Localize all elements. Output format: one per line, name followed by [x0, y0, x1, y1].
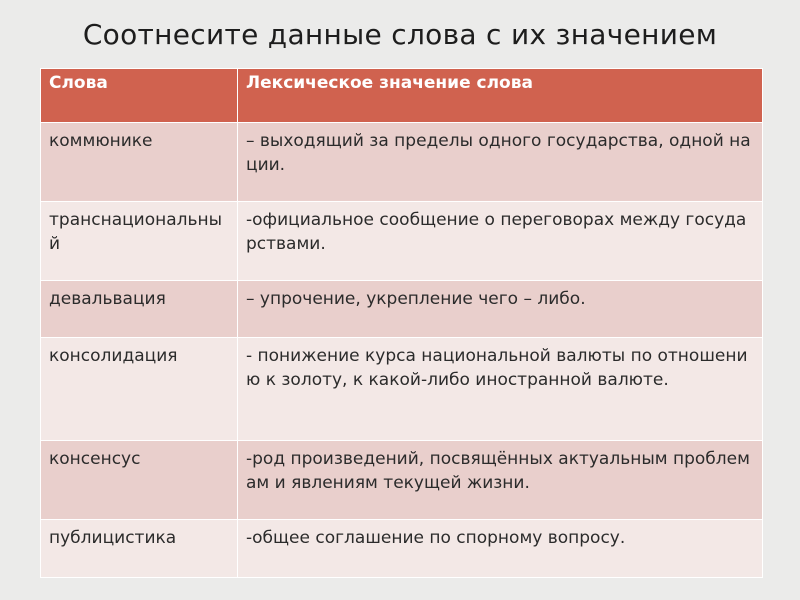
meaning-cell: -официальное сообщение о переговорах между государствами. — [238, 202, 763, 281]
table-header-row — [41, 69, 763, 123]
word-cell: публицистика — [41, 520, 238, 578]
vocabulary-table — [40, 68, 763, 578]
header-meaning: Лексическое значение слова — [238, 69, 763, 123]
meaning-cell: -общее соглашение по спорному вопросу. — [238, 520, 763, 578]
meaning-cell: - понижение курса национальной валюты по отношению к золоту, к какой-либо иностранной валюте. — [238, 338, 763, 441]
word-cell: девальвация — [41, 281, 238, 338]
word-cell: транснациональный — [41, 202, 238, 281]
table-row — [41, 520, 763, 578]
table-row — [41, 441, 763, 520]
table-row — [41, 123, 763, 202]
table-row — [41, 202, 763, 281]
word-cell: консенсус — [41, 441, 238, 520]
slide-title: Соотнесите данные слова с их значением — [82, 18, 718, 51]
word-cell: консолидация — [41, 338, 238, 441]
header-words: Слова — [41, 69, 238, 123]
meaning-cell: -род произведений, посвящённых актуальным проблемам и явлениям текущей жизни. — [238, 441, 763, 520]
word-cell: коммюнике — [41, 123, 238, 202]
table-row — [41, 281, 763, 338]
table-row — [41, 338, 763, 441]
meaning-cell: – выходящий за пределы одного государства, одной нации. — [238, 123, 763, 202]
meaning-cell: – упрочение, укрепление чего – либо. — [238, 281, 763, 338]
